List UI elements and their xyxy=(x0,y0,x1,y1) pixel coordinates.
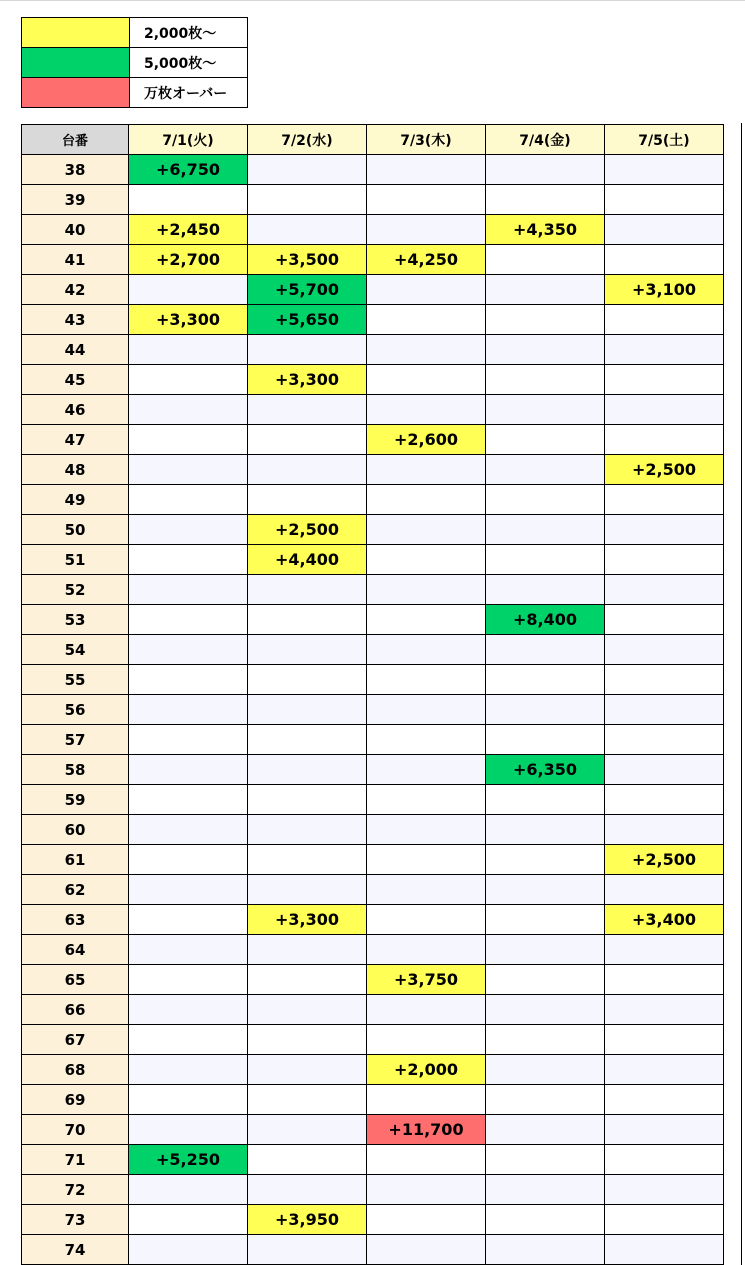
payout-cell xyxy=(486,815,605,845)
payout-cell xyxy=(248,995,367,1025)
payout-cell xyxy=(367,1085,486,1115)
machine-number: 51 xyxy=(22,545,129,575)
payout-cell xyxy=(367,875,486,905)
machine-number: 49 xyxy=(22,485,129,515)
payout-cell xyxy=(605,695,724,725)
payout-cell xyxy=(129,1205,248,1235)
payout-cell xyxy=(486,245,605,275)
payout-cell: +3,300 xyxy=(248,365,367,395)
payout-cell xyxy=(605,365,724,395)
payout-cell xyxy=(367,545,486,575)
payout-cell xyxy=(367,305,486,335)
table-row xyxy=(22,755,724,785)
payout-cell: +2,700 xyxy=(129,245,248,275)
payout-cell xyxy=(486,875,605,905)
table-row xyxy=(22,575,724,605)
payout-cell: +8,400 xyxy=(486,605,605,635)
payout-cell xyxy=(486,845,605,875)
machine-number: 59 xyxy=(22,785,129,815)
table-row xyxy=(22,1235,724,1265)
payout-cell xyxy=(605,245,724,275)
machine-number: 62 xyxy=(22,875,129,905)
date-header: 7/2(水) xyxy=(248,125,367,155)
payout-cell: +4,250 xyxy=(367,245,486,275)
payout-cell xyxy=(605,605,724,635)
payout-cell xyxy=(129,1025,248,1055)
payout-cell xyxy=(367,995,486,1025)
payout-cell xyxy=(129,1175,248,1205)
payout-cell xyxy=(486,425,605,455)
payout-cell: +2,500 xyxy=(605,455,724,485)
payout-cell xyxy=(129,1055,248,1085)
payout-cell xyxy=(248,845,367,875)
machine-number: 40 xyxy=(22,215,129,245)
payout-cell: +2,000 xyxy=(367,1055,486,1085)
payout-cell xyxy=(129,845,248,875)
payout-cell xyxy=(486,1115,605,1145)
table-row xyxy=(22,1025,724,1055)
machine-number: 70 xyxy=(22,1115,129,1145)
payout-cell xyxy=(486,185,605,215)
payout-cell xyxy=(605,935,724,965)
payout-cell: +3,500 xyxy=(248,245,367,275)
payout-cell xyxy=(367,815,486,845)
payout-cell xyxy=(486,695,605,725)
machine-number: 61 xyxy=(22,845,129,875)
payout-cell xyxy=(248,755,367,785)
payout-cell xyxy=(129,485,248,515)
top-divider xyxy=(0,0,745,1)
payout-cell xyxy=(367,725,486,755)
table-row xyxy=(22,1205,724,1235)
payout-cell xyxy=(248,1055,367,1085)
machine-number: 48 xyxy=(22,455,129,485)
payout-cell xyxy=(486,155,605,185)
payout-cell xyxy=(367,1175,486,1205)
payout-cell xyxy=(129,965,248,995)
payout-cell xyxy=(129,995,248,1025)
payout-cell xyxy=(129,365,248,395)
payout-cell xyxy=(367,365,486,395)
payout-cell xyxy=(248,1235,367,1265)
legend-label: 5,000枚〜 xyxy=(130,48,248,78)
machine-number: 73 xyxy=(22,1205,129,1235)
payout-cell xyxy=(486,785,605,815)
date-header: 7/3(木) xyxy=(367,125,486,155)
legend-swatch xyxy=(22,18,130,48)
payout-cell xyxy=(605,575,724,605)
payout-cell xyxy=(605,1145,724,1175)
table-row xyxy=(22,1085,724,1115)
payout-cell xyxy=(605,1115,724,1145)
payout-cell xyxy=(367,515,486,545)
machine-number: 72 xyxy=(22,1175,129,1205)
payout-cell xyxy=(486,455,605,485)
payout-cell xyxy=(486,1025,605,1055)
table-row xyxy=(22,395,724,425)
payout-cell xyxy=(486,1145,605,1175)
machine-number: 64 xyxy=(22,935,129,965)
payout-cell xyxy=(605,995,724,1025)
payout-cell xyxy=(129,1115,248,1145)
payout-cell xyxy=(129,755,248,785)
machine-number: 74 xyxy=(22,1235,129,1265)
payout-cell: +3,950 xyxy=(248,1205,367,1235)
payout-cell xyxy=(605,425,724,455)
payout-cell xyxy=(486,995,605,1025)
table-row xyxy=(22,845,724,875)
payout-cell xyxy=(486,635,605,665)
payout-cell xyxy=(486,665,605,695)
payout-cell xyxy=(486,965,605,995)
payout-cell xyxy=(605,1055,724,1085)
machine-number: 42 xyxy=(22,275,129,305)
payout-cell xyxy=(129,575,248,605)
payout-cell xyxy=(367,395,486,425)
table-row xyxy=(22,365,724,395)
payout-cell xyxy=(486,1205,605,1235)
machine-number: 71 xyxy=(22,1145,129,1175)
payout-cell xyxy=(248,575,367,605)
machine-number: 65 xyxy=(22,965,129,995)
payout-cell: +2,600 xyxy=(367,425,486,455)
payout-cell xyxy=(367,905,486,935)
machine-number: 50 xyxy=(22,515,129,545)
payout-cell xyxy=(129,815,248,845)
payout-cell xyxy=(605,155,724,185)
payout-cell xyxy=(367,485,486,515)
payout-cell xyxy=(486,725,605,755)
table-row xyxy=(22,425,724,455)
table-row xyxy=(22,1145,724,1175)
next-column-edge xyxy=(741,123,745,1265)
payout-cell xyxy=(248,785,367,815)
payout-cell xyxy=(248,485,367,515)
payout-cell xyxy=(248,455,367,485)
payout-cell: +3,100 xyxy=(605,275,724,305)
payout-cell xyxy=(129,905,248,935)
payout-cell xyxy=(605,335,724,365)
table-row xyxy=(22,1115,724,1145)
payout-cell xyxy=(367,185,486,215)
payout-cell: +6,350 xyxy=(486,755,605,785)
payout-cell xyxy=(486,485,605,515)
payout-cell xyxy=(248,725,367,755)
machine-number: 68 xyxy=(22,1055,129,1085)
payout-cell xyxy=(248,155,367,185)
table-row xyxy=(22,785,724,815)
payout-cell xyxy=(486,1235,605,1265)
machine-number: 46 xyxy=(22,395,129,425)
table-row xyxy=(22,335,724,365)
payout-cell xyxy=(129,605,248,635)
payout-cell xyxy=(486,1085,605,1115)
payout-cell xyxy=(248,635,367,665)
payout-cell xyxy=(367,215,486,245)
payout-cell xyxy=(129,665,248,695)
payout-cell xyxy=(129,515,248,545)
payout-cell xyxy=(605,965,724,995)
payout-cell xyxy=(486,1175,605,1205)
payout-cell xyxy=(129,335,248,365)
legend-label: 2,000枚〜 xyxy=(130,18,248,48)
table-row xyxy=(22,305,724,335)
payout-cell: +2,500 xyxy=(248,515,367,545)
payout-cell xyxy=(486,575,605,605)
payout-cell xyxy=(367,1145,486,1175)
payout-cell xyxy=(605,725,724,755)
machine-number: 67 xyxy=(22,1025,129,1055)
payout-cell xyxy=(367,785,486,815)
payout-cell xyxy=(367,275,486,305)
payout-cell xyxy=(605,485,724,515)
payout-cell xyxy=(486,515,605,545)
payout-cell xyxy=(367,755,486,785)
payout-cell xyxy=(248,1145,367,1175)
table-row xyxy=(22,875,724,905)
payout-cell xyxy=(605,515,724,545)
table-row xyxy=(22,665,724,695)
machine-number: 47 xyxy=(22,425,129,455)
payout-cell xyxy=(605,305,724,335)
payout-cell xyxy=(129,1085,248,1115)
payout-cell xyxy=(367,335,486,365)
payout-cell xyxy=(367,455,486,485)
machine-number: 39 xyxy=(22,185,129,215)
table-row xyxy=(22,965,724,995)
machine-number: 57 xyxy=(22,725,129,755)
table-row xyxy=(22,905,724,935)
payout-cell xyxy=(605,1025,724,1055)
payout-cell: +4,400 xyxy=(248,545,367,575)
payout-cell xyxy=(129,875,248,905)
date-header: 7/1(火) xyxy=(129,125,248,155)
machine-number: 63 xyxy=(22,905,129,935)
payout-cell xyxy=(486,395,605,425)
machine-number: 55 xyxy=(22,665,129,695)
payout-cell xyxy=(605,665,724,695)
machine-number: 41 xyxy=(22,245,129,275)
payout-cell xyxy=(367,1205,486,1235)
payout-cell: +4,350 xyxy=(486,215,605,245)
machine-number-header: 台番 xyxy=(22,125,129,155)
payout-cell xyxy=(248,215,367,245)
table-row xyxy=(22,1175,724,1205)
payout-cell xyxy=(248,425,367,455)
table-row xyxy=(22,155,724,185)
payout-cell xyxy=(248,965,367,995)
payout-cell xyxy=(248,875,367,905)
payout-table xyxy=(21,124,724,1265)
payout-cell xyxy=(248,185,367,215)
payout-cell xyxy=(248,1175,367,1205)
table-row xyxy=(22,1055,724,1085)
table-row xyxy=(22,275,724,305)
payout-cell: +5,250 xyxy=(129,1145,248,1175)
payout-cell: +3,400 xyxy=(605,905,724,935)
payout-cell xyxy=(129,725,248,755)
payout-cell xyxy=(605,395,724,425)
machine-number: 58 xyxy=(22,755,129,785)
payout-cell xyxy=(248,935,367,965)
payout-cell xyxy=(486,935,605,965)
payout-cell xyxy=(605,785,724,815)
payout-cell xyxy=(129,275,248,305)
payout-cell: +3,750 xyxy=(367,965,486,995)
payout-cell xyxy=(248,335,367,365)
table-row xyxy=(22,815,724,845)
payout-cell: +2,450 xyxy=(129,215,248,245)
payout-cell xyxy=(367,1025,486,1055)
table-row xyxy=(22,215,724,245)
table-header-row xyxy=(22,125,724,155)
payout-cell xyxy=(248,695,367,725)
payout-cell xyxy=(248,665,367,695)
payout-cell xyxy=(129,545,248,575)
payout-cell xyxy=(129,185,248,215)
table-row xyxy=(22,605,724,635)
payout-cell xyxy=(129,785,248,815)
payout-cell xyxy=(129,635,248,665)
payout-cell xyxy=(248,395,367,425)
payout-cell xyxy=(367,155,486,185)
payout-cell xyxy=(367,1235,486,1265)
table-row xyxy=(22,245,724,275)
legend-row xyxy=(22,18,248,48)
machine-number: 69 xyxy=(22,1085,129,1115)
table-row xyxy=(22,185,724,215)
table-row xyxy=(22,995,724,1025)
payout-cell xyxy=(367,845,486,875)
payout-cell xyxy=(605,1235,724,1265)
legend-row xyxy=(22,78,248,108)
payout-cell: +5,650 xyxy=(248,305,367,335)
payout-cell xyxy=(248,815,367,845)
payout-cell xyxy=(248,605,367,635)
payout-cell xyxy=(129,425,248,455)
payout-cell xyxy=(605,875,724,905)
payout-cell xyxy=(248,1025,367,1055)
payout-cell xyxy=(367,575,486,605)
payout-cell xyxy=(605,635,724,665)
payout-cell xyxy=(605,545,724,575)
payout-cell xyxy=(486,545,605,575)
machine-number: 52 xyxy=(22,575,129,605)
table-row xyxy=(22,725,724,755)
table-row xyxy=(22,485,724,515)
color-legend xyxy=(21,17,248,108)
payout-cell xyxy=(367,605,486,635)
payout-cell xyxy=(248,1085,367,1115)
machine-number: 56 xyxy=(22,695,129,725)
payout-cell: +6,750 xyxy=(129,155,248,185)
payout-cell xyxy=(486,335,605,365)
payout-cell xyxy=(486,305,605,335)
table-row xyxy=(22,695,724,725)
machine-number: 66 xyxy=(22,995,129,1025)
machine-number: 54 xyxy=(22,635,129,665)
payout-cell xyxy=(605,215,724,245)
payout-cell xyxy=(486,1055,605,1085)
payout-cell xyxy=(367,935,486,965)
payout-cell xyxy=(129,935,248,965)
payout-cell: +3,300 xyxy=(129,305,248,335)
date-header: 7/4(金) xyxy=(486,125,605,155)
payout-cell xyxy=(605,1175,724,1205)
payout-cell xyxy=(605,185,724,215)
payout-cell xyxy=(129,1235,248,1265)
legend-swatch xyxy=(22,48,130,78)
legend-row xyxy=(22,48,248,78)
table-row xyxy=(22,545,724,575)
payout-cell xyxy=(605,1085,724,1115)
machine-number: 45 xyxy=(22,365,129,395)
payout-cell xyxy=(367,665,486,695)
payout-cell: +2,500 xyxy=(605,845,724,875)
payout-cell: +5,700 xyxy=(248,275,367,305)
payout-cell xyxy=(248,1115,367,1145)
payout-cell: +3,300 xyxy=(248,905,367,935)
date-header: 7/5(土) xyxy=(605,125,724,155)
payout-cell xyxy=(367,695,486,725)
payout-cell xyxy=(605,815,724,845)
machine-number: 53 xyxy=(22,605,129,635)
payout-cell xyxy=(605,1205,724,1235)
table-row xyxy=(22,515,724,545)
legend-label: 万枚オーバー xyxy=(130,78,248,108)
machine-number: 44 xyxy=(22,335,129,365)
legend-swatch xyxy=(22,78,130,108)
payout-cell xyxy=(605,755,724,785)
table-row xyxy=(22,455,724,485)
payout-cell xyxy=(367,635,486,665)
payout-cell xyxy=(486,275,605,305)
payout-cell xyxy=(486,905,605,935)
payout-cell: +11,700 xyxy=(367,1115,486,1145)
payout-cell xyxy=(129,455,248,485)
table-row xyxy=(22,635,724,665)
payout-cell xyxy=(129,695,248,725)
payout-cell xyxy=(129,395,248,425)
table-row xyxy=(22,935,724,965)
machine-number: 43 xyxy=(22,305,129,335)
payout-cell xyxy=(486,365,605,395)
machine-number: 38 xyxy=(22,155,129,185)
machine-number: 60 xyxy=(22,815,129,845)
